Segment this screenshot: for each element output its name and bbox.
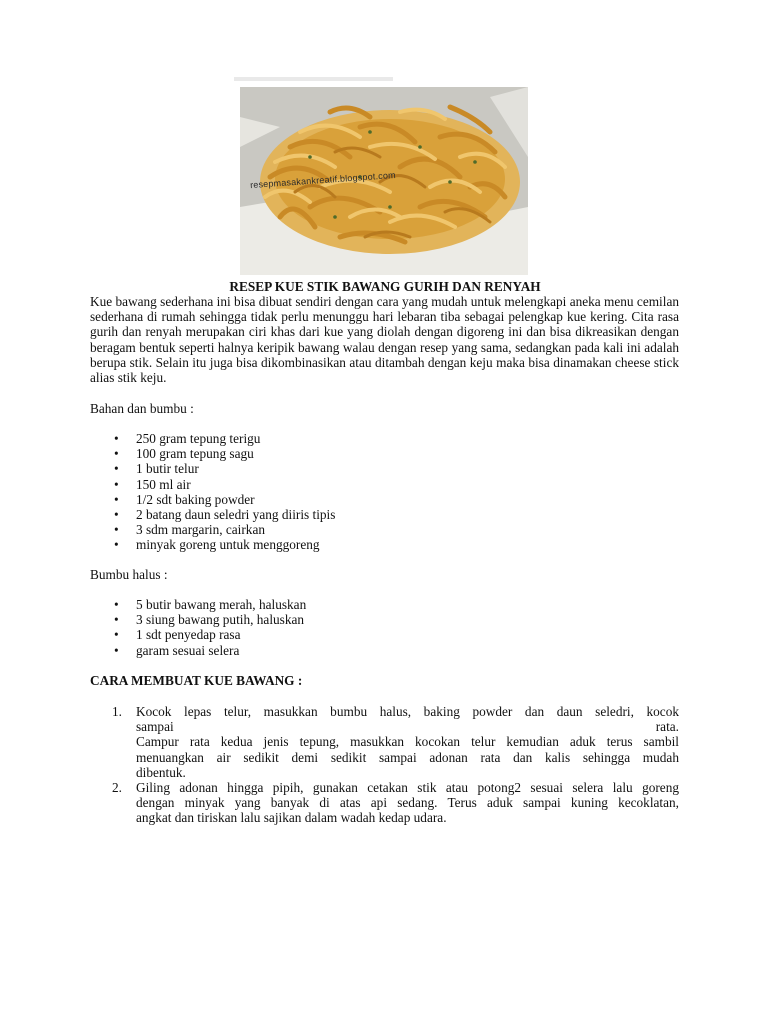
step-text-line: dibentuk.	[136, 764, 186, 780]
list-item: • 150 ml air	[114, 476, 191, 492]
list-item: • 1 butir telur	[114, 461, 199, 477]
step-text-line: Campur rata kedua jenis tepung, masukkan kocokan telur kemudian aduk terus sambil	[136, 734, 679, 750]
step-text-line: angkat dan tiriskan lalu sajikan dalam wadah kedap udara.	[136, 810, 447, 826]
step-text-line: Kocok lepas telur, masukkan bumbu halus, baking powder dan daun seledri, kocok	[136, 704, 679, 719]
step-text-line: sampai rata.	[136, 719, 679, 735]
recipe-photo	[240, 87, 528, 275]
bullet-icon: •	[114, 476, 119, 492]
top-divider	[234, 77, 393, 81]
step-number: 2.	[112, 780, 122, 796]
list-item: • 1 sdt penyedap rasa	[114, 627, 241, 643]
list-item: • 1/2 sdt baking powder	[114, 491, 255, 507]
bullet-icon: •	[114, 642, 119, 658]
bullet-icon: •	[114, 506, 119, 522]
bullet-icon: •	[114, 627, 119, 643]
ingredients-list	[90, 431, 335, 553]
step-text-line: dengan minyak yang banyak di atas api sedang. Terus aduk sampai kuning kecoklatan,	[136, 795, 679, 811]
list-item: • 3 sdm margarin, cairkan	[114, 522, 265, 538]
ingredients-label: Bahan dan bumbu :	[90, 401, 194, 416]
step-item	[90, 780, 679, 826]
spice-paste-list	[90, 597, 306, 658]
bullet-icon: •	[114, 491, 119, 507]
list-item: • 3 siung bawang putih, haluskan	[114, 612, 305, 628]
list-item: • 5 butir bawang merah, haluskan	[114, 597, 307, 612]
photo-watermark: resepmasakankreatif.blogspot.com	[249, 169, 397, 191]
list-item: • minyak goreng untuk menggoreng	[114, 537, 320, 553]
bullet-icon: •	[114, 522, 119, 538]
intro-paragraph: Kue bawang sederhana ini bisa dibuat sendiri dengan cara yang mudah untuk melengkapi aneka menu cemilan sederhana di rumah sehingga tidak perlu menunggu hari lebaran tiba sebagai pelengkap kue kering. Cita rasa gurih dan renyah merupakan ciri khas dari kue yang diolah dengan digoreng ini dan bisa dikreasikan dengan beragam bentuk seperti halnya keripik bawang walau dengan resep yang sama, sedangkan pada kali ini adalah berupa stik. Selain itu juga bisa dikombinasikan atau ditambah dengan keju maka bisa dinamakan cheese stick alias stik keju.	[90, 294, 679, 386]
step-text-line: Giling adonan hingga pipih, gunakan cetakan stik atau potong2 sesuai selera lalu goreng	[136, 780, 679, 796]
step-number: 1.	[112, 704, 122, 719]
list-item: • 2 batang daun seledri yang diiris tipis	[114, 506, 336, 522]
method-heading: CARA MEMBUAT KUE BAWANG :	[90, 673, 303, 688]
list-item: • 100 gram tepung sagu	[114, 446, 254, 462]
step-text-line: menuangkan air sedikit demi sedikit sampai adonan rata dan kalis sehingga mudah	[136, 749, 679, 765]
bullet-icon: •	[114, 597, 119, 612]
page-title: RESEP KUE STIK BAWANG GURIH DAN RENYAH	[229, 279, 541, 294]
bullet-icon: •	[114, 431, 119, 446]
bullet-icon: •	[114, 612, 119, 628]
method-steps	[90, 704, 679, 826]
bullet-icon: •	[114, 461, 119, 477]
spice-paste-label: Bumbu halus :	[90, 567, 168, 582]
bullet-icon: •	[114, 537, 119, 553]
list-item: • 250 gram tepung terigu	[114, 431, 261, 446]
step-item	[90, 704, 679, 780]
list-item: • garam sesuai selera	[114, 642, 240, 658]
bullet-icon: •	[114, 446, 119, 462]
